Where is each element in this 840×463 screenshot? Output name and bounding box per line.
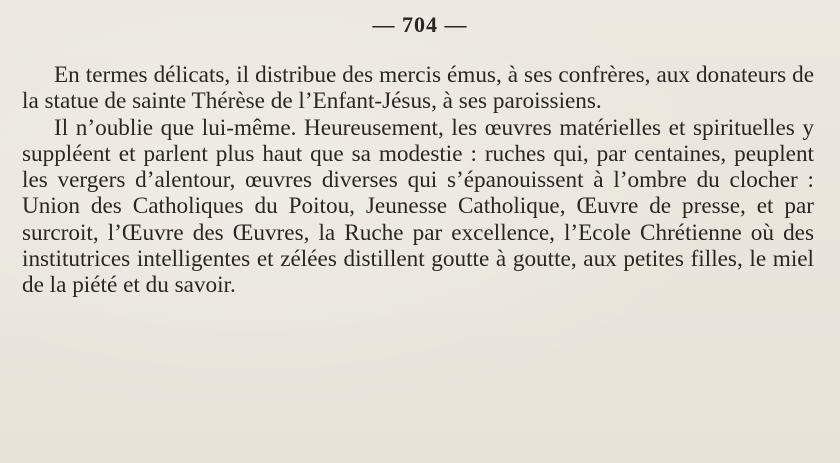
page-number: — 704 — [372,12,468,37]
next-line-cutoff [30,452,330,463]
paragraph-1: En termes délicats, il distribue des mercis émus, à ses confrères, aux donateurs de la statue de sainte Thérèse de l’Enfant-Jésus, à ses paroissiens. [22,62,814,115]
body-text [22,62,814,299]
paragraph-2: Il n’oublie que lui-même. Heureusement, les œuvres matérielles et spirituelles y suppléent et parlent plus haut que sa modestie : ruches qui, par centaines, peuplent les vergers d’alentour, œuvres diverses qui s’épanouissent à l’ombre du clocher : Union des Catholiques du Poitou, Jeunesse Catholique, Œuvre de presse, et par surcroit, l’Œuvre des Œuvres, la Ruche par excellence, l’Ecole Chrétienne où des institutrices intelligentes et zélées distillent goutte à goutte, aux petites filles, le miel de la piété et du savoir. [22,114,814,299]
